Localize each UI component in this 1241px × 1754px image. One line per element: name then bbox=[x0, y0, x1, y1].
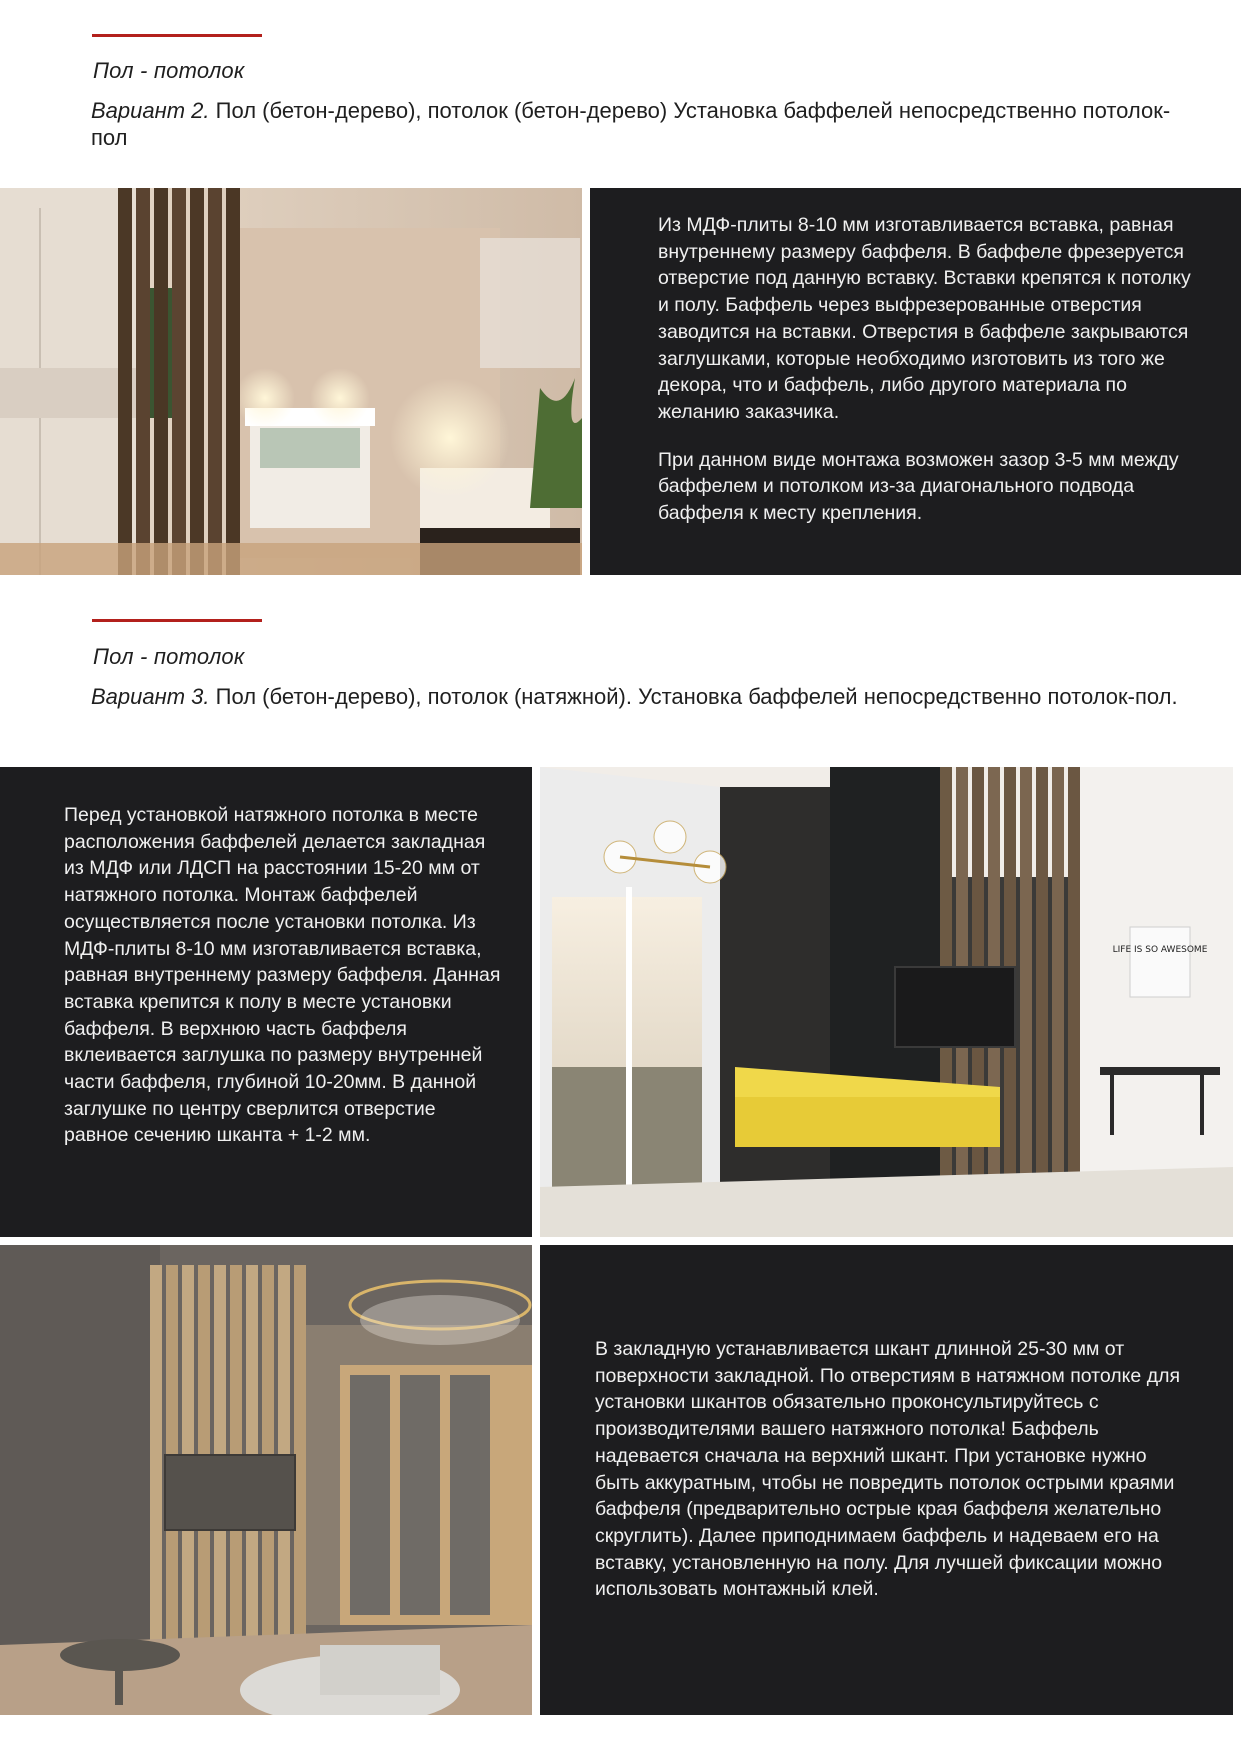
accent-line-2 bbox=[92, 619, 262, 622]
text-panel-1-paragraph-2: При данном виде монтажа возможен зазор 3-5 мм между баффелем и потолком из-за диагонального подвода баффеля к месту крепления. bbox=[658, 448, 1179, 525]
accent-line-1 bbox=[92, 34, 262, 37]
variant-description-1: Пол (бетон-дерево), потолок (бетон-дерево) Установка баффелей непосредственно потолок-пол bbox=[91, 98, 1171, 150]
bedroom-slat-partition-photo bbox=[0, 188, 582, 575]
slat-partition-chandelier-photo bbox=[0, 1245, 532, 1715]
text-panel-1 bbox=[590, 188, 1241, 575]
text-panel-1-paragraph-1: Из МДФ-плиты 8-10 мм изготавливается вставка, равная внутреннему размеру баффеля. В баффеле фрезеруется отверстие под данную вставку. Вставки крепятся к потолку и полу. Баффель через выфрезерованные отверстия заводится на вставки. Отверстия в баффеле закрываются заглушками, которые необходимо изготовить из того же декора, что и баффель, либо другого материала по желанию заказчика. bbox=[658, 214, 1191, 423]
variant-label-1: Вариант 2. bbox=[91, 98, 210, 123]
text-panel-2 bbox=[0, 767, 532, 1237]
text-panel-2-paragraph-1: Перед установкой натяжного потолка в месте расположения баффелей делается закладная из МДФ или ЛДСП на расстоянии 15-20 мм от натяжного потолка. Монтаж баффелей осуществляется после установки потолка. Из МДФ-плиты 8-10 мм изготавливается вставка, равная внутреннему размеру баффеля. Данная вставка крепится к полу в месте установки баффеля. В верхнюю часть баффеля вклеивается заглушка по размеру внутренней части баффеля, глубиной 10-20мм. В данной заглушке по центру сверлится отверстие равное сечению шканта + 1-2 мм. bbox=[64, 804, 501, 1147]
living-room-tv-slats-photo bbox=[540, 767, 1233, 1237]
section-subtitle-2: Пол - потолок bbox=[93, 644, 245, 669]
text-panel-3-paragraph-1: В закладную устанавливается шкант длинной 25-30 мм от поверхности закладной. По отверстиям в натяжном потолке для установки шкантов обязательно проконсультируйтесь с производителями вашего натяжного потолка! Баффель надевается сначала на верхний шкант. При установке нужно быть аккуратным, чтобы не повредить потолок острыми краями баффеля (предварительно острые края баффеля желательно скруглить). Далее приподнимаем баффель и надеваем его на вставку, установленную на полу. Для лучшей фиксации можно использовать монтажный клей. bbox=[595, 1338, 1181, 1601]
variant-label-2: Вариант 3. bbox=[91, 684, 210, 709]
section-title-2 bbox=[91, 683, 1201, 710]
poster-line-1: LIFE IS SO AWESOME bbox=[1112, 945, 1208, 955]
variant-description-2: Пол (бетон-дерево), потолок (натяжной). Установка баффелей непосредственно потолок-пол. bbox=[209, 684, 1178, 709]
section-subtitle-1: Пол - потолок bbox=[93, 58, 245, 83]
section-title-1 bbox=[91, 97, 1171, 151]
text-panel-3 bbox=[540, 1245, 1233, 1715]
